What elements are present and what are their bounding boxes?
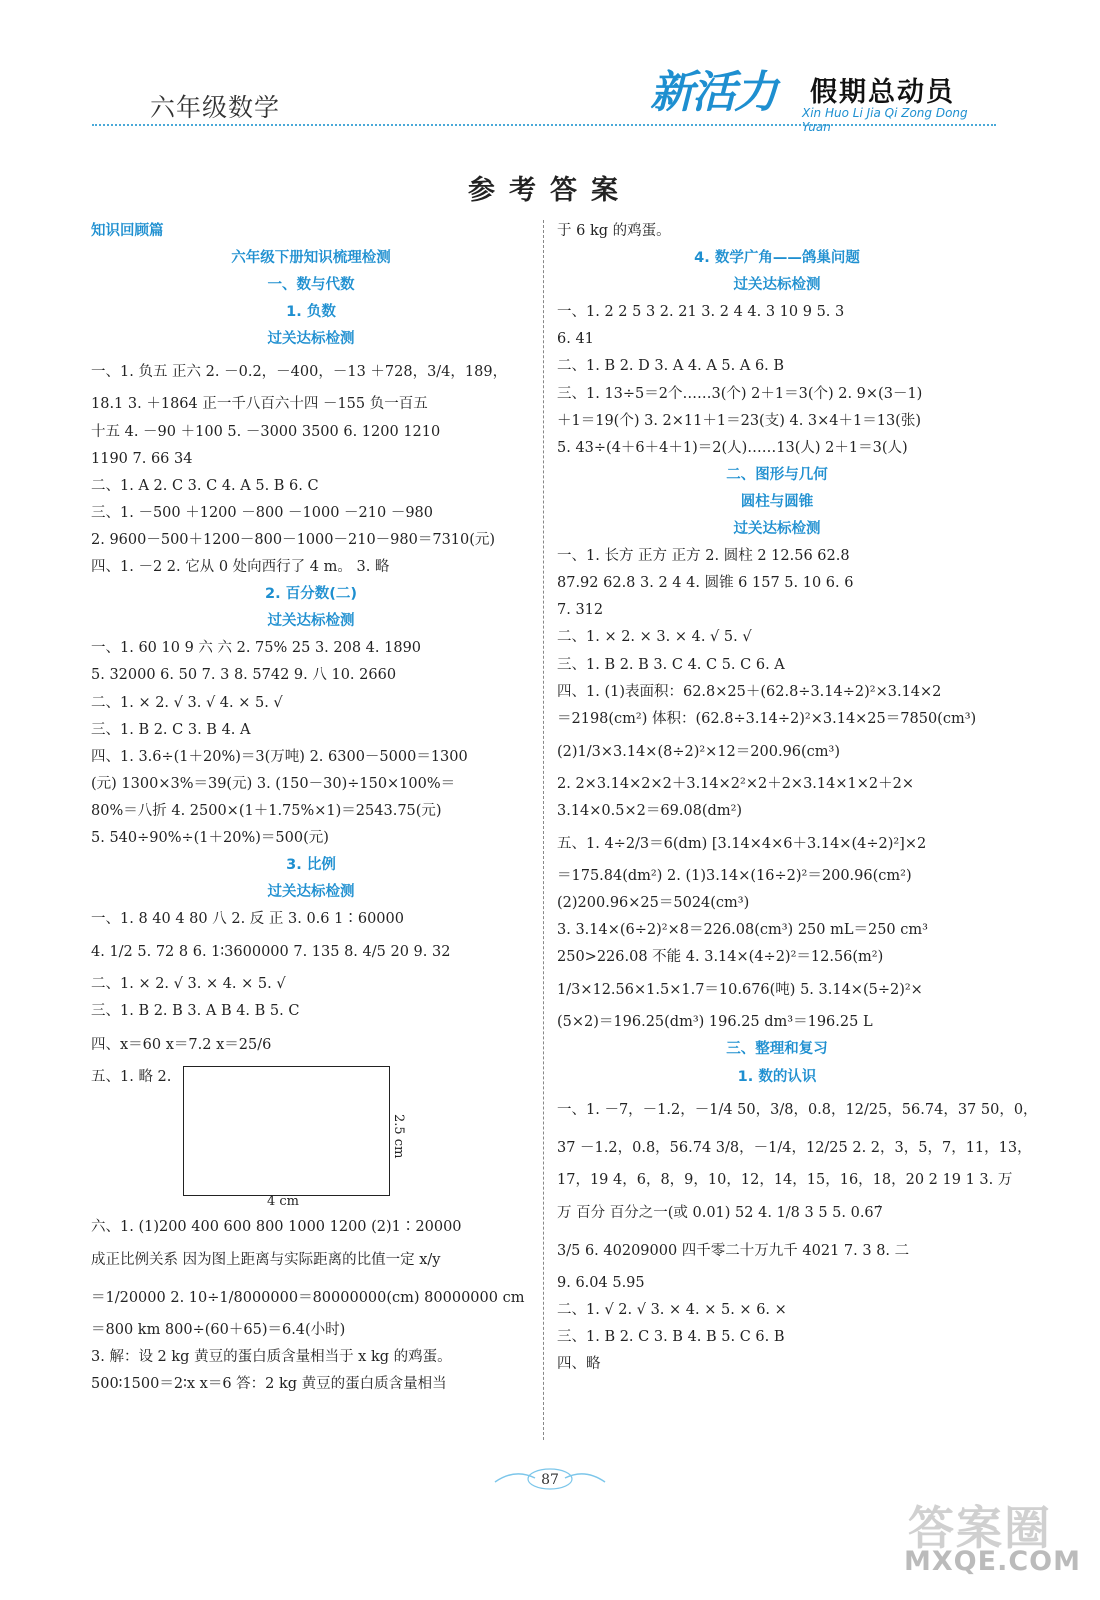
logo-title-text: 假期总动员 (810, 77, 955, 108)
section-heading: 2. 百分数(二) (265, 586, 357, 603)
grade-subject-label: 六年级数学 (150, 93, 281, 122)
page-number: 87 (541, 1472, 559, 1488)
answer-line: 2. 2×3.14×2×2＋3.14×2²×2＋2×3.14×1×2＋2× (557, 775, 914, 792)
watermark-logo-text: 答案圈 (908, 1501, 1052, 1555)
answer-line: 三、1. 13÷5＝2个……3(个) 2＋1＝3(个) 2. 9×(3－1) (557, 385, 923, 402)
answer-line: 7. 312 (557, 602, 604, 619)
answer-line: 四、1. (1)表面积：62.8×25＋(62.8÷3.14÷2)²×3.14×2 (557, 683, 942, 700)
answer-line: 1190 7. 66 34 (91, 450, 193, 467)
answer-line: 二、1. × 2. √ 3. × 4. × 5. √ (91, 976, 286, 993)
section-heading: 过关达标检测 (267, 884, 355, 901)
column-divider (543, 220, 544, 1440)
answer-line: (5×2)＝196.25(dm³) 196.25 dm³＝196.25 L (557, 1014, 873, 1031)
answer-line: 十五 4. －90 ＋100 5. －3000 3500 6. 1200 1210 (91, 423, 441, 440)
answer-line: 250>226.08 不能 4. 3.14×(4÷2)²＝12.56(m²) (557, 949, 884, 966)
answer-line: ＝800 km 800÷(60＋65)＝6.4(小时) (91, 1321, 346, 1338)
answer-line: 5. 540÷90%÷(1＋20%)＝500(元) (91, 829, 329, 846)
section-heading: 过关达标检测 (733, 277, 821, 294)
answer-line: ＝2198(cm²) 体积：(62.8÷3.14÷2)²×3.14×25＝7850(cm³) (557, 710, 977, 727)
answer-line: 3.14×0.5×2＝69.08(dm²) (557, 802, 743, 819)
answer-line: (元) 1300×3%＝39(元) 3. (150－30)÷150×100%＝ (91, 775, 456, 792)
section-heading: 过关达标检测 (267, 613, 355, 630)
answer-line: 四、1. 3.6÷(1＋20%)＝3(万吨) 2. 6300－5000＝1300 (91, 748, 468, 765)
answer-line: 五、1. 4÷2/3＝6(dm) [3.14×4×6＋3.14×(4÷2)²]×2 (557, 835, 927, 852)
watermark-url: MXQE.COM (904, 1546, 1081, 1577)
answer-line: 500∶1500＝2∶x x＝6 答：2 kg 黄豆的蛋白质含量相当 (91, 1375, 447, 1392)
answer-line: 四、x＝60 x＝7.2 x＝25/6 (91, 1036, 272, 1053)
answer-line: 二、1. B 2. D 3. A 4. A 5. A 6. B (557, 358, 785, 375)
answer-line: 三、1. B 2. C 3. B 4. A (91, 721, 251, 738)
section-heading: 过关达标检测 (267, 331, 355, 348)
answer-line: ＝175.84(dm²) 2. (1)3.14×(16÷2)²＝200.96(cm²) (557, 867, 912, 884)
answer-line: 二、1. A 2. C 3. C 4. A 5. B 6. C (91, 477, 319, 494)
section-heading: 圆柱与圆锥 (740, 493, 814, 510)
answer-line: 一、1. 负五 正六 2. －0.2，－400，－13 ＋728，3/4，189， (91, 364, 508, 381)
section-heading: 六年级下册知识梳理检测 (231, 250, 391, 267)
answer-line: 于 6 kg 的鸡蛋。 (557, 223, 671, 239)
answer-line: 一、1. －7，－1.2，－1/4 50，3/8，0.8，12/25，56.74，37 50，0， (557, 1101, 1038, 1118)
answer-line: 三、1. B 2. B 3. A B 4. B 5. C (91, 1003, 300, 1020)
answer-line: 17，19 4，6，8，9，10，12，14，15，16，18，20 2 19 1 3. 万 (557, 1171, 1013, 1188)
answer-line: 成正比例关系 因为图上距离与实际距离的比值一定 x/y (91, 1251, 441, 1268)
answer-line: 二、1. × 2. × 3. × 4. √ 5. √ (557, 629, 752, 646)
answer-line: 2. 9600－500＋1200－800－1000－210－980＝7310(元) (91, 531, 496, 548)
answer-line: 三、1. B 2. C 3. B 4. B 5. C 6. B (557, 1328, 785, 1345)
answer-line: 80%＝八折 4. 2500×(1＋1.75%×1)＝2543.75(元) (91, 802, 442, 819)
watermark (900, 1488, 1090, 1588)
answer-line: 万 百分 百分之一(或 0.01) 52 4. 1/8 3 5 5. 0.67̇ (557, 1204, 883, 1221)
answer-line: 3. 3.14×(6÷2)²×8＝226.08(cm³) 250 mL＝250 cm³ (557, 922, 928, 939)
rectangle-width-label: 4 cm (267, 1193, 300, 1209)
drawn-rectangle (183, 1066, 390, 1196)
section-heading: 知识回顾篇 (91, 223, 164, 239)
answer-line: 4. 1/2 5. 72 8 6. 1∶3600000 7. 135 8. 4/5 20 9. 32 (91, 944, 451, 961)
left-column (91, 218, 531, 1398)
answer-line: (2)1/3×3.14×(8÷2)²×12＝200.96(cm³) (557, 743, 841, 760)
section-heading: 3. 比例 (286, 857, 336, 874)
answer-line: 1/3×12.56×1.5×1.7＝10.676(吨) 5. 3.14×(5÷2)²× (557, 982, 923, 999)
answer-line: 三、1. －500 ＋1200 －800 －1000 －210 －980 (91, 504, 433, 521)
answer-line: 3. 解：设 2 kg 黄豆的蛋白质含量相当于 x kg 的鸡蛋。 (91, 1348, 452, 1365)
section-heading: 4. 数学广角——鸽巢问题 (694, 250, 860, 267)
brand-logo (650, 56, 1000, 134)
section-heading: 过关达标检测 (733, 521, 821, 538)
answer-line: 5. 43÷(4＋6＋4＋1)＝2(人)……13(人) 2＋1＝3(人) (557, 439, 908, 456)
answer-line: 37 －1.2，0.8，56.74 3/8，－1/4，12/25 2. 2，3，5，7，11，13， (557, 1139, 1032, 1156)
answer-line: 二、1. × 2. √ 3. √ 4. × 5. √ (91, 694, 283, 711)
answer-line: 6. 41 (557, 331, 594, 348)
answer-line: ＝1/20000 2. 10÷1/8000000＝80000000(cm) 80000000 cm (91, 1289, 525, 1306)
page-title: 参考答案 (468, 175, 632, 206)
answer-line: 四、1. －2 2. 它从 0 处向西行了 4 m。 3. 略 (91, 559, 390, 576)
rectangle-height-label: 2.5 cm (391, 1113, 406, 1158)
answer-line: ＋1＝19(个) 3. 2×11＋1＝23(支) 4. 3×4＋1＝13(张) (557, 412, 922, 429)
answer-line: 二、1. √ 2. √ 3. × 4. × 5. × 6. × (557, 1301, 787, 1318)
rectangle-figure (91, 1064, 531, 1214)
answer-line: 一、1. 60 10 9 六 六 2. 75% 25 3. 208 4. 1890 (91, 640, 422, 657)
answer-line: 9. 6.04 5.95 (557, 1274, 645, 1291)
section-heading: 一、数与代数 (267, 277, 355, 294)
section-heading: 1. 负数 (286, 304, 336, 321)
answer-line: 六、1. (1)200 400 600 800 1000 1200 (2)1∶20000 (91, 1218, 462, 1235)
answer-line: 一、1. 长方 正方 正方 2. 圆柱 2 12.56 62.8 (557, 548, 850, 565)
answer-line: 四、略 (557, 1356, 601, 1372)
logo-subtitle-text: Xin Huo Li Jia Qi Zong Dong Yuan (802, 106, 968, 134)
answer-line: (2)200.96×25＝5024(cm³) (557, 895, 750, 912)
answer-line: 87.92 62.8 3. 2 4 4. 圆锥 6 157 5. 10 6. 6 (557, 575, 854, 592)
answer-line: 三、1. B 2. B 3. C 4. C 5. C 6. A (557, 656, 785, 673)
section-heading: 1. 数的认识 (737, 1068, 817, 1085)
answer-line: 一、1. 2 2 5 3 2. 21 3. 2 4 4. 3 10 9 5. 3 (557, 304, 845, 321)
answer-line: 18.1 3. ＋1864 正一千八百六十四 －155 负一百五 (91, 396, 428, 413)
answer-line: 5. 32000 6. 50 7. 3 8. 5742 9. 八 10. 2660 (91, 667, 397, 684)
figure-question-label: 五、1. 略 2. (91, 1068, 172, 1085)
logo-main-text: 新活力 (650, 67, 776, 118)
answer-line: 3/5 6. 40209000 四千零二十万九千 4021 7. 3 8. 二 (557, 1242, 910, 1259)
right-column (557, 218, 1038, 1378)
header-dotted-rule (92, 124, 996, 126)
section-heading: 三、整理和复习 (726, 1041, 828, 1058)
answer-line: 一、1. 8 40 4 80 八 2. 反 正 3. 0.6 1∶60000 (91, 911, 404, 928)
section-heading: 二、图形与几何 (726, 466, 828, 483)
